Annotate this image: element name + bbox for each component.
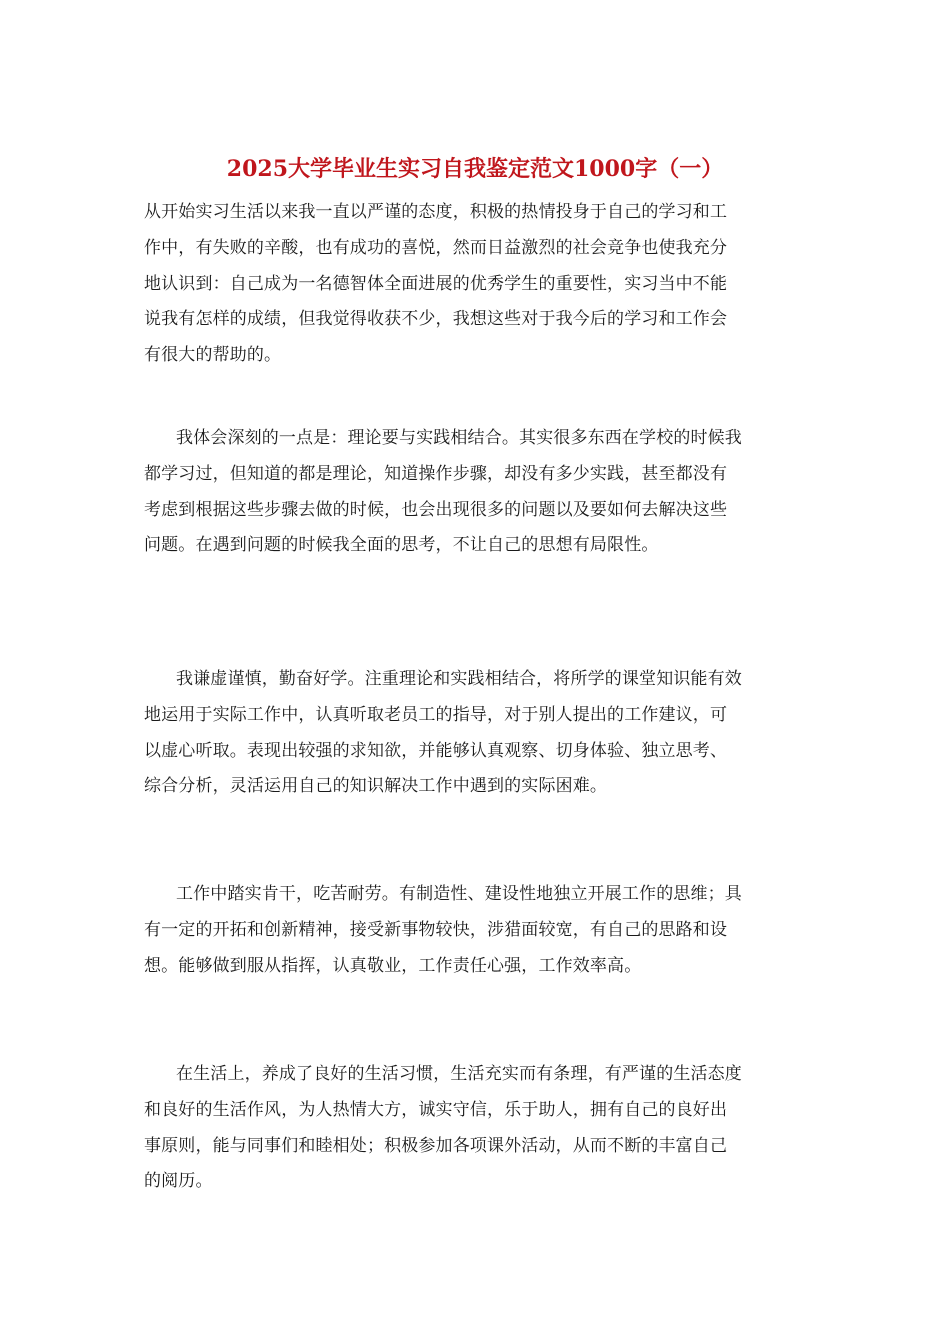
- paragraph-3: [144, 662, 806, 805]
- paragraph-4: [144, 877, 806, 984]
- paragraph-line: 有一定的开拓和创新精神，接受新事物较快，涉猎面较宽，有自己的思路和设: [144, 919, 728, 940]
- paragraph-line: 考虑到根据这些步骤去做的时候，也会出现很多的问题以及要如何去解决这些: [144, 499, 728, 520]
- paragraph-line: 从开始实习生活以来我一直以严谨的态度，积极的热情投身于自己的学习和工: [144, 202, 728, 222]
- paragraph-5: [144, 1057, 806, 1200]
- paragraph-line: 我体会深刻的一点是：理论要与实践相结合。其实很多东西在学校的时候我: [176, 428, 742, 448]
- paragraph-line: 都学习过，但知道的都是理论，知道操作步骤，却没有多少实践，甚至都没有: [144, 463, 728, 484]
- paragraph-line: 以虚心听取。表现出较强的求知欲，并能够认真观察、切身体验、独立思考、: [144, 740, 728, 761]
- paragraph-line: 在生活上，养成了良好的生活习惯，生活充实而有条理，有严谨的生活态度: [176, 1064, 742, 1084]
- paragraph-line: 说我有怎样的成绩，但我觉得收获不少，我想这些对于我今后的学习和工作会: [144, 309, 728, 330]
- paragraph-line: 工作中踏实肯干，吃苦耐劳。有制造性、建设性地独立开展工作的思维；具: [176, 884, 742, 904]
- paragraph-line: 有很大的帮助的。: [144, 345, 282, 366]
- paragraph-line: 作中，有失败的辛酸，也有成功的喜悦，然而日益激烈的社会竞争也使我充分: [144, 237, 728, 258]
- paragraph-line: 地运用于实际工作中，认真听取老员工的指导，对于别人提出的工作建议，可: [144, 704, 728, 725]
- paragraph-line: 问题。在遇到问题的时候我全面的思考，不让自己的思想有局限性。: [144, 535, 659, 556]
- paragraph-line: 综合分析，灵活运用自己的知识解决工作中遇到的实际困难。: [144, 776, 608, 797]
- paragraph-1: [144, 195, 806, 374]
- paragraph-2: [144, 421, 806, 564]
- document-title: 2025大学毕业生实习自我鉴定范文1000字（一）: [226, 156, 724, 182]
- paragraph-line: 和良好的生活作风，为人热情大方，诚实守信，乐于助人，拥有自己的良好出: [144, 1099, 728, 1120]
- paragraph-line: 的阅历。: [144, 1171, 213, 1192]
- paragraph-line: 事原则，能与同事们和睦相处；积极参加各项课外活动，从而不断的丰富自己: [144, 1135, 728, 1156]
- paragraph-line: 想。能够做到服从指挥，认真敬业，工作责任心强，工作效率高。: [144, 955, 642, 976]
- paragraph-line: 地认识到：自己成为一名德智体全面进展的优秀学生的重要性，实习当中不能: [144, 273, 728, 294]
- paragraph-line: 我谦虚谨慎，勤奋好学。注重理论和实践相结合，将所学的课堂知识能有效: [176, 669, 742, 689]
